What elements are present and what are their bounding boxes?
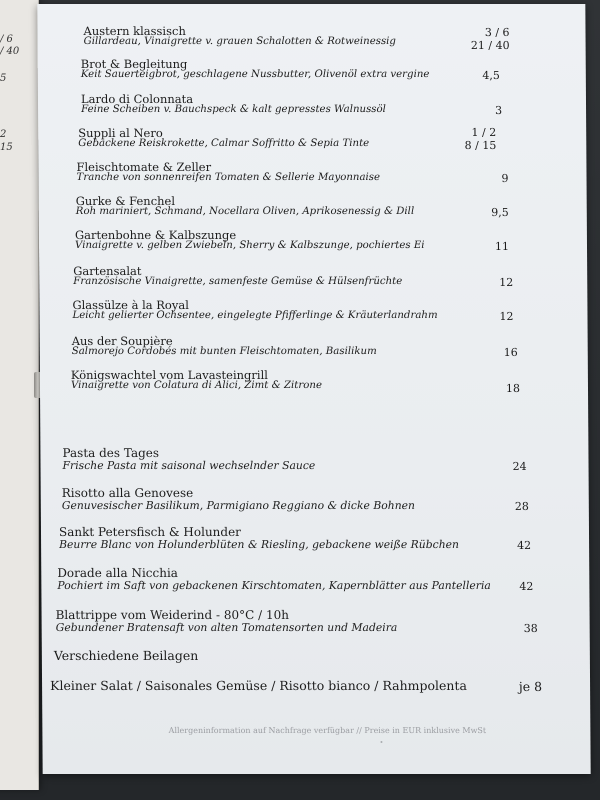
menu-item-description: Salmorejo Cordobés mit bunten Fleischtomaten, Basilikum bbox=[71, 346, 377, 357]
menu-item-price: 12 bbox=[499, 276, 514, 289]
menu-item-description: Französische Vinaigrette, samenfeste Gemüse & Hülsenfrüchte bbox=[73, 276, 403, 287]
menu-item-name: Fleischtomate & Zeller bbox=[76, 160, 212, 174]
left-page-fragment: 15 bbox=[0, 142, 13, 153]
sides-price: je 8 bbox=[518, 679, 543, 694]
menu-item-name: Blattrippe vom Weiderind - 80°C / 10h bbox=[55, 608, 290, 622]
menu-item-name: Risotto alla Genovese bbox=[61, 486, 194, 500]
menu-item-name: Suppli al Nero bbox=[78, 126, 163, 140]
menu-item-name: Pasta des Tages bbox=[62, 446, 160, 460]
menu-item-price: 4,5 bbox=[482, 69, 500, 82]
menu-item-name: Sankt Petersfisch & Holunder bbox=[58, 525, 241, 539]
menu-item-name: Austern klassisch bbox=[83, 24, 186, 38]
menu-item-description: Vinaigrette von Colatura di Alici, Zimt & Zitrone bbox=[70, 380, 322, 391]
menu-item-description: Genuvesischer Basilikum, Parmigiano Reggiano & dicke Bohnen bbox=[61, 499, 416, 512]
menu-item-description: Vinaigrette v. gelben Zwiebeln, Sherry & Kalbszunge, pochiertes Ei bbox=[74, 240, 425, 251]
menu-item-description: Gillardeau, Vinaigrette v. grauen Schalotten & Rotweinessig bbox=[83, 36, 396, 47]
menu-item-description: Pochiert im Saft von gebackenen Kirschtomaten, Kapernblätter aus Pantelleria bbox=[57, 579, 491, 592]
footer-dot bbox=[380, 741, 382, 743]
menu-item-price: 3 bbox=[495, 104, 503, 117]
sides-heading: Verschiedene Beilagen bbox=[53, 648, 199, 663]
menu-item-description: Tranche von sonnenreifen Tomaten & Sellerie Mayonnaise bbox=[76, 172, 381, 183]
menu-item-name: Brot & Begleitung bbox=[80, 57, 188, 71]
menu-item-description: Leicht gelierter Ochsentee, eingelegte Pfifferlinge & Kräuterlandrahm bbox=[72, 310, 438, 321]
left-page-fragment: / 6 bbox=[0, 34, 13, 45]
footer-note: Allergeninformation auf Nachfrage verfügbar // Preise in EUR inklusive MwSt bbox=[168, 726, 487, 735]
menu-item-name: Glassülze à la Royal bbox=[72, 298, 189, 312]
menu-item-price: 38 bbox=[523, 622, 538, 635]
menu-item-description: Feine Scheiben v. Bauchspeck & kalt gepresstes Walnussöl bbox=[81, 104, 386, 115]
left-page-fragment: / 40 bbox=[0, 46, 20, 57]
left-page-fragment: 5 bbox=[0, 73, 7, 84]
menu-item-description: Roh mariniert, Schmand, Nocellara Oliven, Aprikosenessig & Dill bbox=[75, 206, 415, 217]
menu-item-price: 3 / 6 21 / 40 bbox=[470, 26, 510, 52]
menu-item-price: 12 bbox=[499, 310, 514, 323]
left-page-fragment: 2 bbox=[0, 129, 7, 140]
menu-item-description: Keit Sauerteigbrot, geschlagene Nussbutter, Olivenöl extra vergine bbox=[80, 69, 430, 80]
sides-line: Kleiner Salat / Saisonales Gemüse / Risotto bianco / Rahmpolenta bbox=[50, 678, 467, 693]
menu-item-name: Lardo di Colonnata bbox=[80, 92, 194, 106]
menu-item-price: 9,5 bbox=[491, 206, 509, 219]
menu-item-price: 1 / 2 8 / 15 bbox=[464, 126, 497, 152]
menu-item-name: Gartensalat bbox=[73, 264, 142, 278]
menu-item-price: 16 bbox=[503, 346, 518, 359]
menu-item-description: Frische Pasta mit saisonal wechselnder Sauce bbox=[62, 459, 316, 472]
menu-item-name: Gartenbohne & Kalbszunge bbox=[74, 228, 237, 242]
menu-item-price: 18 bbox=[505, 382, 521, 395]
menu-item-name: Dorade alla Nicchia bbox=[57, 566, 178, 580]
menu-item-price: 11 bbox=[494, 240, 510, 253]
menu-item-description: Gebackene Reiskrokette, Calmar Soffritto & Sepia Tinte bbox=[78, 138, 370, 149]
menu-page bbox=[37, 4, 590, 774]
menu-item-name: Gurke & Fenchel bbox=[75, 194, 176, 208]
menu-item-name: Königswachtel vom Lavasteingrill bbox=[70, 368, 268, 382]
menu-item-price: 9 bbox=[501, 172, 509, 185]
menu-item-description: Beurre Blanc von Holunderblüten & Riesling, gebackene weiße Rübchen bbox=[59, 538, 460, 551]
menu-item-price: 24 bbox=[512, 460, 527, 473]
menu-item-name: Aus der Soupière bbox=[71, 334, 173, 348]
menu-item-price: 42 bbox=[517, 539, 532, 552]
menu-item-price: 28 bbox=[514, 500, 529, 513]
menu-item-price: 42 bbox=[519, 580, 534, 593]
menu-item-description: Gebundener Bratensaft von alten Tomatensorten und Madeira bbox=[55, 621, 398, 634]
